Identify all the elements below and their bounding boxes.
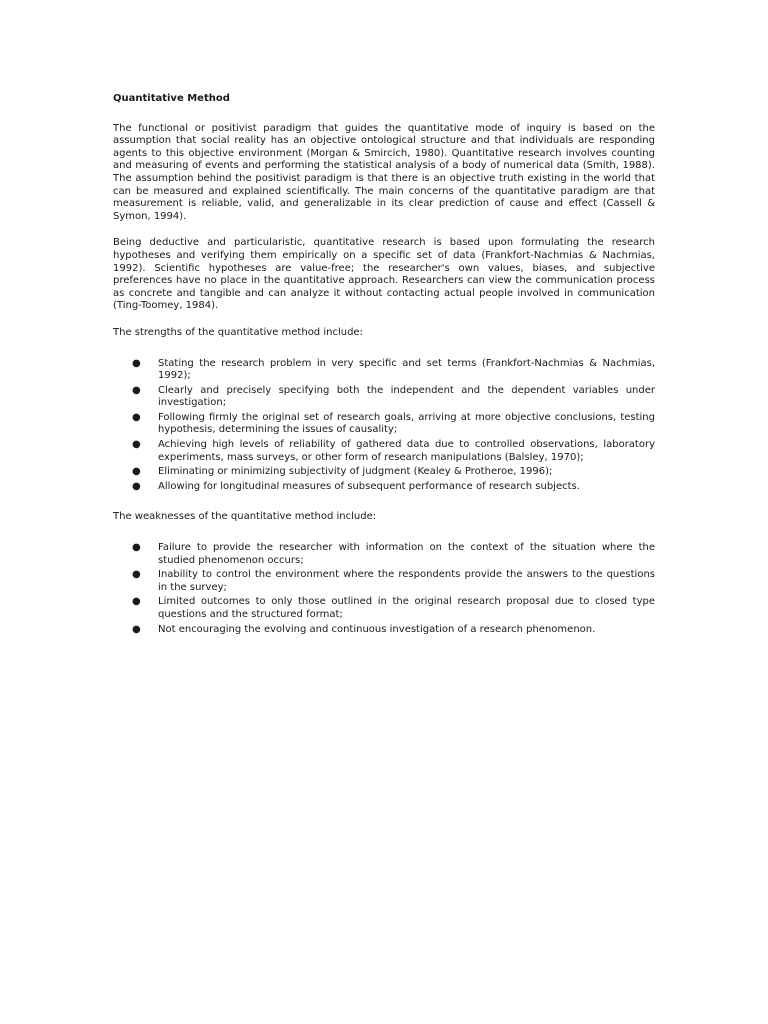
bullet-icon: ● bbox=[132, 466, 141, 478]
list-item bbox=[113, 385, 655, 410]
list-item bbox=[113, 439, 655, 464]
document-page bbox=[113, 93, 655, 654]
list-item bbox=[113, 624, 655, 637]
list-item bbox=[113, 569, 655, 594]
bullet-icon: ● bbox=[132, 357, 141, 369]
weaknesses-list bbox=[113, 542, 655, 636]
list-item-text: Inability to control the environment where the respondents provide the answers to the questions in the survey; bbox=[158, 569, 655, 593]
list-item-text: Following firmly the original set of research goals, arriving at more objective conclusions, testing hypothesis, determining the issues of causality; bbox=[158, 411, 655, 436]
list-item bbox=[113, 596, 655, 621]
bullet-icon: ● bbox=[132, 542, 141, 554]
bullet-icon: ● bbox=[132, 439, 141, 451]
bullet-icon: ● bbox=[132, 569, 141, 581]
bullet-icon: ● bbox=[132, 411, 141, 423]
paragraph-positivist-paradigm: The functional or positivist paradigm that guides the quantitative mode of inquiry is based on the assumption that social reality has an objective ontological structure and that individuals are responding agents to this objective environment (Morgan & Smircich, 1980). Quantitative research involves counting and measuring of events and performing the statistical analysis of a body of numerical data (Smith, 1988). The assumption behind the positivist paradigm is that there is an objective truth existing in the world that can be measured and explained scientifically. The main concerns of the quantitative paradigm are that measurement is reliable, valid, and generalizable in its clear prediction of cause and effect (Cassell & Symon, 1994). bbox=[113, 122, 655, 222]
bullet-icon: ● bbox=[132, 596, 141, 608]
list-item-text: Allowing for longitudinal measures of subsequent performance of research subjects. bbox=[158, 480, 580, 492]
list-item-text: Eliminating or minimizing subjectivity of judgment (Kealey & Protheroe, 1996); bbox=[158, 466, 553, 478]
document-title: Quantitative Method bbox=[113, 93, 230, 104]
bullet-icon: ● bbox=[132, 384, 141, 396]
weaknesses-intro: The weaknesses of the quantitative method include: bbox=[113, 511, 377, 523]
list-item-text: Clearly and precisely specifying both the independent and the dependent variables under investigation; bbox=[158, 384, 655, 409]
paragraph-deductive-research: Being deductive and particularistic, quantitative research is based upon formulating the research hypotheses and verifying them empirically on a specific set of data (Frankfort-Nachmias & Nachmias, 1992). Scientific hypotheses are value-free; the researcher's own values, biases, and subjective preferences have no place in the quantitative approach. Researchers can view the communication process as concrete and tangible and can analyze it without contacting actual people involved in communication (Ting-Toomey, 1984). bbox=[113, 237, 655, 312]
list-item-text: Achieving high levels of reliability of gathered data due to controlled observations, laboratory experiments, mass surveys, or other form of research manipulations (Balsley, 1970); bbox=[158, 439, 655, 463]
list-item-text: Not encouraging the evolving and continuous investigation of a research phenomenon. bbox=[158, 623, 596, 635]
list-item-text: Limited outcomes to only those outlined in the original research proposal due to closed type questions and the structured format; bbox=[158, 596, 655, 620]
list-item bbox=[113, 358, 655, 383]
list-item bbox=[113, 412, 655, 437]
list-item-text: Failure to provide the researcher with information on the context of the situation where the studied phenomenon occurs; bbox=[158, 542, 655, 566]
strengths-list bbox=[113, 358, 655, 494]
bullet-icon: ● bbox=[132, 623, 141, 635]
list-item-text: Stating the research problem in very specific and set terms (Frankfort-Nachmias & Nachmias, 1992); bbox=[158, 357, 655, 382]
strengths-intro: The strengths of the quantitative method include: bbox=[113, 326, 363, 338]
bullet-icon: ● bbox=[132, 480, 141, 492]
list-item bbox=[113, 481, 655, 494]
list-item bbox=[113, 466, 655, 479]
list-item bbox=[113, 542, 655, 567]
